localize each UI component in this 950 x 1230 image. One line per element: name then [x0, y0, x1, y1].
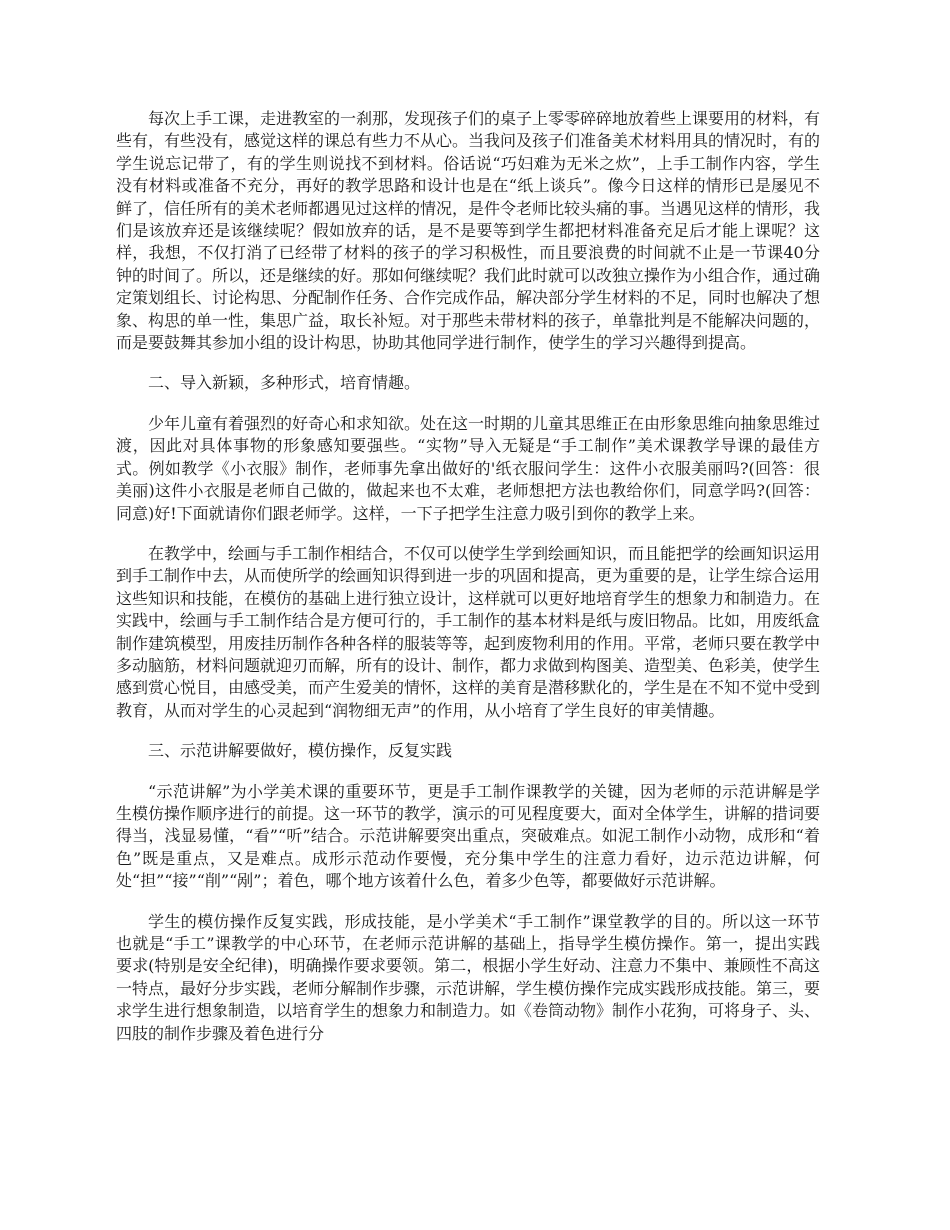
paragraph-curiosity: 少年儿童有着强烈的好奇心和求知欲。处在这一时期的儿童其思维正在由形象思维向抽象思维过渡，因此对具体事物的形象感知要强些。“实物”导入无疑是“手工制作”美术课教学导课的最佳方式。例如教学《小衣服》制作，老师事先拿出做好的'纸衣服问学生：这件小衣服美丽吗?(回答：很美丽)这件小衣服是老师自己做的，做起来也不太难，老师想把方法也教给你们，同意学吗?(回答：同意)好!下面就请你们跟老师学。这样，一下子把学生注意力吸引到你的教学上来。	[116, 413, 821, 523]
document-page	[116, 108, 820, 1063]
paragraph-practice: 学生的模仿操作反复实践，形成技能，是小学美术“手工制作”课堂教学的目的。所以这一环节也就是“手工”课教学的中心环节，在老师示范讲解的基础上，指导学生模仿操作。第一，提出实践要求(特别是安全纪律)，明确操作要求要领。第二，根据小学生好动、注意力不集中、兼顾性不高这一特点，最好分步实践，老师分解制作步骤，示范讲解，学生模仿操作完成实践形成技能。第三，要求学生进行想象制造，以培育学生的想象力和制造力。如《卷筒动物》制作小花狗，可将身子、头、四肢的制作步骤及着色进行分	[116, 911, 821, 1043]
section-heading-2: 二、导入新颖，多种形式，培育情趣。	[148, 373, 421, 393]
paragraph-demonstration: “示范讲解”为小学美术课的重要环节，更是手工制作课教学的关键，因为老师的示范讲解是学生模仿操作顺序进行的前提。这一环节的教学，演示的可见程度要大，面对全体学生，讲解的措词要得当，浅显易懂，“看”“听”结合。示范讲解要突出重点，突破难点。如泥工制作小动物，成形和“着色”既是重点，又是难点。成形示范动作要慢，充分集中学生的注意力看好，边示范边讲解，何处“担”“接”“削”“剐”；着色，哪个地方该着什么色，着多少色等，都要做好示范讲解。	[116, 781, 821, 891]
paragraph-intro: 每次上手工课，走进教室的一刹那，发现孩子们的桌子上零零碎碎地放着些上课要用的材料，有些有，有些没有，感觉这样的课总有些力不从心。当我问及孩子们准备美术材料用具的情况时，有的学生说忘记带了，有的学生则说找不到材料。俗话说“巧妇难为无米之炊”，上手工制作内容，学生没有材料或准备不充分，再好的教学思路和设计也是在“纸上谈兵”。像今日这样的情形已是屡见不鲜了，信任所有的美术老师都遇见过这样的情况，是件令老师比较头痛的事。当遇见这样的情形，我们是该放弃还是该继续呢？假如放弃的话，是不是要等到学生都把材料准备充足后才能上课呢？这样，我想，不仅打消了已经带了材料的孩子的学习积极性，而且要浪费的时间就不止是一节课40分钟的时间了。所以，还是继续的好。那如何继续呢？我们此时就可以改独立操作为小组合作，通过确定策划组长、讨论构思、分配制作任务、合作完成作品，解决部分学生材料的不足，同时也解决了想象、构思的单一性，集思广益，取长补短。对于那些未带材料的孩子，单靠批判是不能解决问题的，而是要鼓舞其参加小组的设计构思，协助其他同学进行制作，使学生的学习兴趣得到提高。	[116, 109, 821, 353]
paragraph-drawing-handcraft: 在教学中，绘画与手工制作相结合，不仅可以使学生学到绘画知识，而且能把学的绘画知识运用到手工制作中去，从而使所学的绘画知识得到进一步的巩固和提高，更为重要的是，让学生综合运用这些知识和技能，在模仿的基础上进行独立设计，这样就可以更好地培育学生的想象力和制造力。在实践中，绘画与手工制作结合是方便可行的，手工制作的基本材料是纸与废旧物品。比如，用废纸盒制作建筑模型，用废挂历制作各种各样的服装等等，起到废物利用的作用。平常，老师只要在教学中多动脑筋，材料问题就迎刃而解，所有的设计、制作，都力求做到构图美、造型美、色彩美，使学生感到赏心悦目，由感受美，而产生爱美的情怀，这样的美育是潜移默化的，学生是在不知不觉中受到教育，从而对学生的心灵起到“润物细无声”的作用，从小培育了学生良好的审美情趣。	[116, 543, 821, 720]
section-heading-3: 三、示范讲解要做好，模仿操作，反复实践	[148, 741, 453, 761]
